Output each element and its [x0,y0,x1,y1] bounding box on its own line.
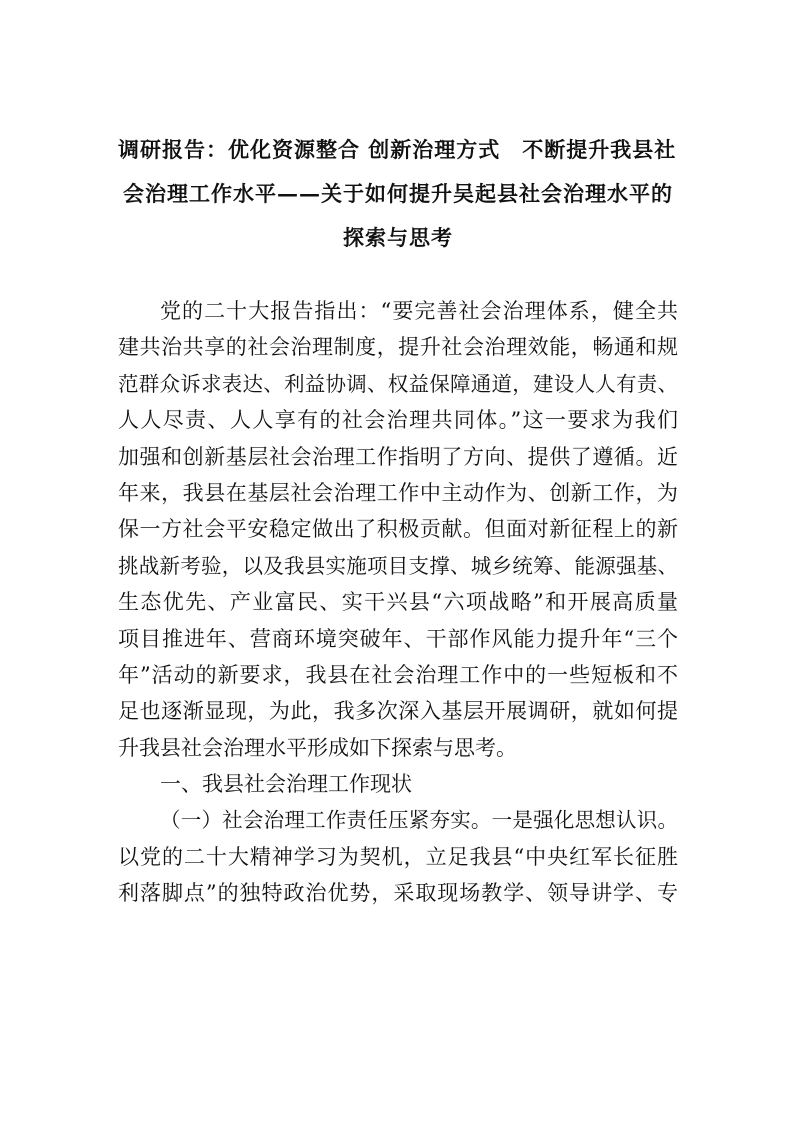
body-line: 党的二十大报告指出：“要完善社会治理体系，健全共 [160,299,678,323]
body-line: 范群众诉求表达、利益协调、权益保障通道，建设人人有责、 [118,371,678,396]
body-line: 以党的二十大精神学习为契机，立足我县“中央红军长征胜 [118,844,678,869]
section-heading: 一、我县社会治理工作现状 [160,772,412,797]
body-line: 建共治共享的社会治理制度，提升社会治理效能，畅通和规 [118,335,678,360]
body-line: 升我县社会治理水平形成如下探索与思考。 [118,735,517,760]
body-line: 挑战新考验，以及我县实施项目支撑、城乡统筹、能源强基、 [118,553,678,578]
body-line: （一）社会治理工作责任压紧夯实。一是强化思想认识。 [160,808,678,833]
document-body [118,293,678,912]
body-line: 生态优先、产业富民、实干兴县“六项战略”和开展高质量 [118,590,678,615]
body-line: 年”活动的新要求，我县在社会治理工作中的一些短板和不 [118,662,678,687]
body-line: 足也逐渐显现，为此，我多次深入基层开展调研，就如何提 [118,699,678,724]
body-line: 保一方社会平安稳定做出了积极贡献。但面对新征程上的新 [118,517,678,542]
title-line: 探索与思考 [343,225,453,250]
title-line: 会治理工作水平——关于如何提升吴起县社会治理水平的 [123,181,673,206]
body-line: 人人尽责、人人享有的社会治理共同体。”这一要求为我们 [118,408,678,433]
title-line: 调研报告：优化资源整合 创新治理方式 不断提升我县社 [118,137,677,162]
body-line: 项目推进年、营商环境突破年、干部作风能力提升年“三个 [118,626,678,651]
body-line: 利落脚点”的独特政治优势，采取现场教学、领导讲学、专 [118,881,678,906]
document-title [118,128,678,260]
body-line: 加强和创新基层社会治理工作指明了方向、提供了遵循。近 [118,444,678,469]
body-line: 年来，我县在基层社会治理工作中主动作为、创新工作，为 [118,480,678,505]
